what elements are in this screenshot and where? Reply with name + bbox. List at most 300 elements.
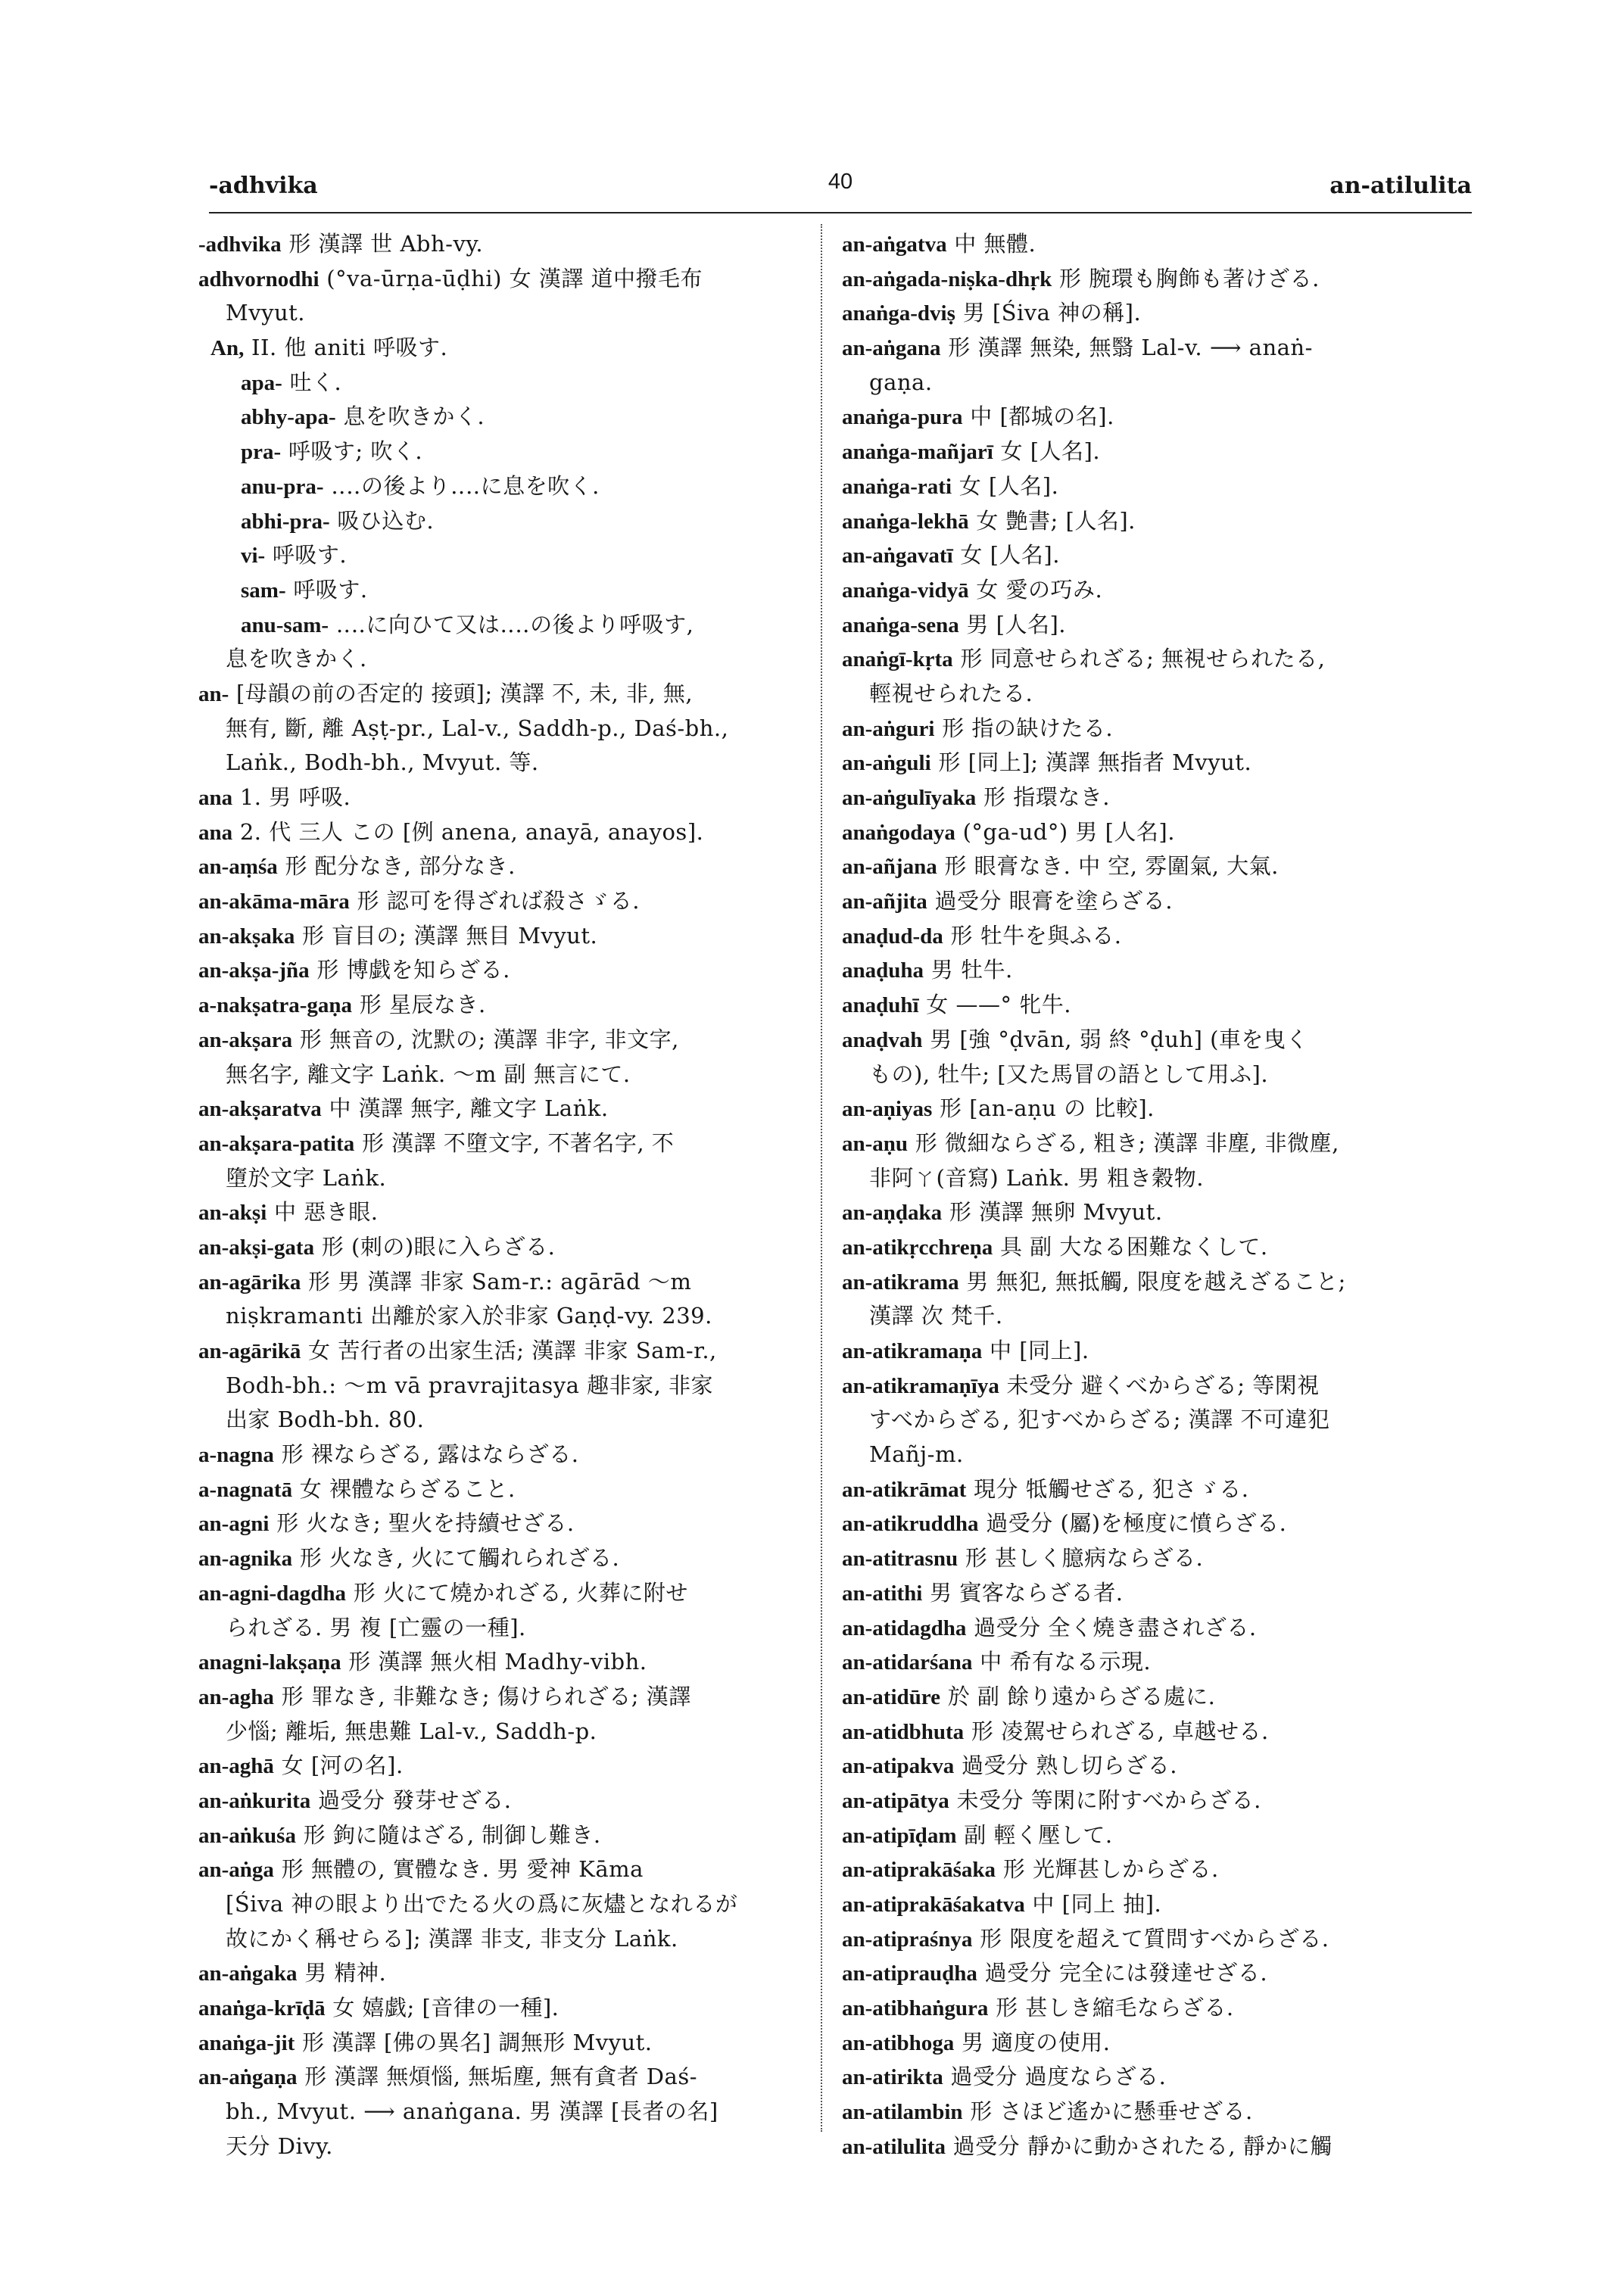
dictionary-entry xyxy=(198,884,796,919)
entry-continuation xyxy=(198,1403,796,1438)
entry-continuation xyxy=(198,2095,796,2129)
gloss: 形 火にて燒かれざる, 火葬に附せ xyxy=(346,1579,688,1606)
gloss: II. 他 aniti 呼吸す. xyxy=(244,335,448,361)
gloss: 形 男 漢譯 非家 Sam-r.: agārād 〜m xyxy=(301,1268,692,1294)
dictionary-entry xyxy=(842,296,1440,331)
gloss: ‥‥の後より‥‥に息を吹く. xyxy=(323,472,600,499)
dictionary-entry xyxy=(842,1680,1440,1715)
gloss: 非阿ㄚ(音寫) Laṅk. 男 粗き穀物. xyxy=(869,1164,1205,1191)
dictionary-entry xyxy=(842,1784,1440,1818)
entry-continuation xyxy=(198,1058,796,1092)
entry-continuation xyxy=(198,1611,796,1646)
gloss: 過受分 (屬)を極度に憤らざる. xyxy=(978,1510,1287,1537)
dictionary-entry xyxy=(842,1023,1440,1058)
dictionary-entry xyxy=(842,331,1440,366)
headword: anu-sam- xyxy=(241,612,329,637)
headword: an- xyxy=(198,681,229,706)
dictionary-entry xyxy=(842,2026,1440,2061)
headword: an-agha xyxy=(198,1684,274,1709)
headword: an-akṣa-jña xyxy=(198,958,310,983)
headword: an-atidūre xyxy=(842,1684,940,1709)
gloss: 女 ——° 牝牛. xyxy=(918,992,1071,1018)
gloss: 形 凌駕せられざる, 卓越せる. xyxy=(964,1718,1269,1744)
gloss: 形 火なき, 火にて觸れられざる. xyxy=(292,1545,620,1572)
headword: an-atidbhuta xyxy=(842,1719,965,1744)
dictionary-entry xyxy=(198,1265,796,1300)
headword: anaṅgodaya xyxy=(842,820,955,845)
gloss: 故にかく稱せらる]; 漢譯 非支, 非支分 Laṅk. xyxy=(226,1925,678,1952)
dictionary-entry xyxy=(842,919,1440,954)
dictionary-entry xyxy=(198,573,796,608)
headword: anaḍud-da xyxy=(842,924,943,949)
headword: a-nagna xyxy=(198,1443,274,1468)
gloss: 形 無音の, 沈默の; 漢譯 非字, 非文字, xyxy=(292,1026,679,1052)
headword: An, xyxy=(210,336,245,361)
header-first-entry: -adhvika xyxy=(209,173,318,199)
headword: an-aṅga xyxy=(198,1858,274,1883)
gloss: 無名字, 離文字 Laṅk. 〜m 副 無言にて. xyxy=(226,1061,631,1087)
gloss: 形 漢譯 無煩惱, 無垢塵, 無有貪者 Daś- xyxy=(297,2064,698,2090)
header-last-entry: an-atilulita xyxy=(1329,173,1472,199)
gloss: 形 甚しく臆病ならざる. xyxy=(958,1545,1204,1572)
dictionary-entry xyxy=(842,262,1440,297)
headword: an-akṣi xyxy=(198,1201,267,1226)
gloss: 形 罪なき, 非難なき; 傷けられざる; 漢譯 xyxy=(273,1683,691,1709)
gloss: 男 牡牛. xyxy=(924,957,1013,983)
dictionary-entry xyxy=(198,1472,796,1507)
dictionary-entry xyxy=(842,712,1440,746)
gloss: られざる. 男 複 [亡靈の一種]. xyxy=(226,1614,526,1640)
gloss: 副 輕く壓して. xyxy=(956,1821,1113,1848)
gloss: ‥‥に向ひて又は‥‥の後より呼吸す, xyxy=(329,611,694,637)
dictionary-entry xyxy=(842,953,1440,988)
headword: an-atikramaṇa xyxy=(842,1339,983,1363)
headword: an-aṅguri xyxy=(842,716,935,741)
headword: an-atipakva xyxy=(842,1754,955,1779)
dictionary-entry xyxy=(842,1922,1440,1957)
gloss: 未受分 避くべからざる; 等閑視 xyxy=(999,1372,1320,1398)
header-rule xyxy=(209,212,1472,213)
headword: an-agārikā xyxy=(198,1339,301,1363)
gloss: 形 甚しき縮毛ならざる. xyxy=(988,1995,1234,2021)
dictionary-entry xyxy=(198,1852,796,1887)
gloss: 吐く. xyxy=(282,369,342,395)
headword: an-aṅgana xyxy=(842,336,941,361)
dictionary-entry xyxy=(198,469,796,504)
headword: an-atikruddha xyxy=(842,1512,979,1537)
dictionary-entry xyxy=(842,573,1440,608)
headword: anaṅga-lekhā xyxy=(842,509,969,534)
dictionary-entry xyxy=(842,780,1440,815)
gloss: niṣkramanti 出離於家入於非家 Gaṇḍ-vy. 239. xyxy=(226,1303,712,1329)
gloss: 於 副 餘り遠からざる處に. xyxy=(940,1683,1216,1709)
headword: an-atithi xyxy=(842,1581,923,1606)
headword: anu-pra- xyxy=(241,474,324,499)
headword: an-atilulita xyxy=(842,2134,946,2159)
dictionary-entry xyxy=(842,435,1440,469)
headword: anagni-lakṣaṇa xyxy=(198,1650,341,1675)
entry-continuation xyxy=(198,1922,796,1957)
gloss: 墮於文字 Laṅk. xyxy=(226,1164,387,1191)
dictionary-entry xyxy=(198,227,796,262)
gloss: bh., Mvyut. ⟶ anaṅgana. 男 漢譯 [長者の名] xyxy=(226,2098,718,2125)
gloss: Mvyut. xyxy=(226,300,306,326)
gloss: 形 星辰なき. xyxy=(352,992,486,1018)
dictionary-entry xyxy=(842,1852,1440,1887)
gloss: 2. 代 三人 この [例 anena, anayā, anayos]. xyxy=(232,818,704,845)
gloss: 形 無體の, 實體なき. 男 愛神 Kāma xyxy=(273,1856,644,1883)
headword: an-akāma-māra xyxy=(198,889,350,914)
dictionary-entry xyxy=(842,1265,1440,1300)
gloss: 少惱; 離垢, 無患難 Lal-v., Saddh-p. xyxy=(226,1718,597,1744)
headword: anaṅga-vidyā xyxy=(842,578,969,603)
dictionary-entry xyxy=(842,2129,1440,2164)
headword: anaṅga-pura xyxy=(842,405,963,430)
dictionary-entry xyxy=(198,331,796,366)
headword: an-aṇiyas xyxy=(842,1097,933,1122)
gloss: 女 [人名]. xyxy=(993,438,1101,465)
headword: an-akṣi-gata xyxy=(198,1235,315,1260)
headword: sam- xyxy=(241,578,286,603)
gloss: 形 認可を得ざれば殺さゞる. xyxy=(349,888,640,914)
dictionary-entry xyxy=(198,988,796,1023)
headword: an-atidarśana xyxy=(842,1650,973,1675)
gloss: 吸ひ込む. xyxy=(329,507,435,534)
dictionary-entry xyxy=(842,1887,1440,1922)
gloss: 中 漢譯 無字, 離文字 Laṅk. xyxy=(321,1095,609,1122)
dictionary-entry xyxy=(198,1749,796,1784)
entry-continuation xyxy=(198,1715,796,1749)
dictionary-entry xyxy=(842,1092,1440,1126)
entry-continuation xyxy=(842,1161,1440,1196)
entry-continuation xyxy=(198,1161,796,1196)
headword: anaṅga-krīḍā xyxy=(198,1996,326,2021)
dictionary-entry xyxy=(842,1991,1440,2026)
gloss: 中 希有なる示現. xyxy=(972,1649,1152,1675)
dictionary-entry xyxy=(198,400,796,435)
gloss: 女 苦行者の出家生活; 漢譯 非家 Sam-r., xyxy=(301,1338,717,1363)
gloss: 形 [an-aṇu の 比較]. xyxy=(932,1095,1155,1122)
gloss: 男 賓客ならざる者. xyxy=(922,1579,1124,1606)
dictionary-entry xyxy=(198,849,796,884)
dictionary-entry xyxy=(842,608,1440,643)
dictionary-entry xyxy=(842,469,1440,504)
dictionary-entry xyxy=(842,1472,1440,1507)
gloss: 輕視せられたる. xyxy=(869,680,1033,706)
headword: an-aṅkuśa xyxy=(198,1823,296,1848)
gloss: 形 漢譯 [佛の異名] 調無形 Mvyut. xyxy=(295,2029,653,2055)
headword: an-aghā xyxy=(198,1754,274,1779)
dictionary-entry xyxy=(842,642,1440,677)
gloss: gaṇa. xyxy=(869,369,933,395)
left-column xyxy=(198,227,796,2164)
gloss: 女 愛の巧み. xyxy=(968,576,1103,603)
headword: an-agnika xyxy=(198,1547,293,1572)
dictionary-entry xyxy=(198,2026,796,2061)
headword: anaṅga-mañjarī xyxy=(842,440,993,465)
gloss: 男 [強 °ḍvān, 弱 終 °ḍuh] (車を曳く xyxy=(922,1026,1308,1052)
entry-continuation xyxy=(198,746,796,780)
dictionary-entry xyxy=(198,2060,796,2095)
running-header xyxy=(209,170,1472,210)
dictionary-entry xyxy=(842,2095,1440,2129)
headword: an-atitrasnu xyxy=(842,1547,959,1572)
gloss: 形 腕環も胸飾も著けざる. xyxy=(1052,265,1320,291)
gloss: 男 精神. xyxy=(297,1960,387,1986)
gloss: 女 裸體ならざること. xyxy=(292,1475,516,1502)
headword: a-nakṣatra-gaṇa xyxy=(198,993,353,1018)
dictionary-entry xyxy=(842,1126,1440,1161)
gloss: 漢譯 次 梵千. xyxy=(869,1303,1003,1329)
dictionary-entry xyxy=(842,1956,1440,1991)
headword: ana xyxy=(198,820,233,845)
headword: pra- xyxy=(241,440,282,465)
gloss: 形 眼膏なき. 中 空, 雰圍氣, 大氣. xyxy=(937,853,1279,880)
gloss: 過受分 發芽せざる. xyxy=(310,1787,512,1813)
dictionary-entry xyxy=(198,1506,796,1541)
headword: vi- xyxy=(241,544,266,569)
dictionary-entry xyxy=(198,919,796,954)
gloss: 1. 男 呼吸. xyxy=(232,784,351,810)
headword: anaḍvah xyxy=(842,1027,923,1052)
headword: an-atiprakāśakatva xyxy=(842,1893,1025,1917)
dictionary-entry xyxy=(842,1369,1440,1404)
dictionary-entry xyxy=(842,1541,1440,1576)
gloss: 過受分 靜かに動かされたる, 靜かに觸 xyxy=(945,2133,1333,2159)
column-divider xyxy=(821,224,822,2132)
headword: ana xyxy=(198,786,233,810)
gloss: 形 微細ならざる, 粗き; 漢譯 非塵, 非微塵, xyxy=(908,1129,1339,1156)
dictionary-entry xyxy=(842,884,1440,919)
gloss: 形 さほど遙かに懸垂せざる. xyxy=(962,2098,1253,2125)
dictionary-entry xyxy=(198,1956,796,1991)
gloss: 形 限度を超えて質問すべからざる. xyxy=(972,1925,1329,1952)
dictionary-entry xyxy=(842,815,1440,850)
headword: an-atirikta xyxy=(842,2065,943,2090)
dictionary-entry xyxy=(842,1230,1440,1265)
gloss: 男 適度の使用. xyxy=(954,2029,1111,2055)
gloss: 形 光輝甚しからざる. xyxy=(996,1856,1219,1883)
headword: an-aṅgada-niṣka-dhṛk xyxy=(842,266,1052,291)
dictionary-entry xyxy=(198,1991,796,2026)
gloss: 中 [同上 抽]. xyxy=(1024,1891,1162,1917)
gloss: 形 漢譯 無染, 無翳 Lal-v. ⟶ anaṅ- xyxy=(940,335,1313,361)
dictionary-entry xyxy=(842,1506,1440,1541)
dictionary-entry xyxy=(198,435,796,469)
entry-continuation xyxy=(842,1403,1440,1438)
right-column xyxy=(842,227,1440,2164)
dictionary-entry xyxy=(198,815,796,850)
gloss: 中 惡き眼. xyxy=(267,1199,379,1226)
dictionary-entry xyxy=(842,988,1440,1023)
headword: an-atikṛcchreṇa xyxy=(842,1235,993,1260)
headword: an-aṅgaṇa xyxy=(198,2065,298,2090)
entry-continuation xyxy=(198,642,796,677)
headword: anaṅga-sena xyxy=(842,612,959,637)
entry-continuation xyxy=(842,1438,1440,1472)
headword: an-atidagdha xyxy=(842,1615,967,1640)
headword: anaṅga-dviṣ xyxy=(842,301,955,326)
headword: anaḍuha xyxy=(842,958,924,983)
gloss: 形 漢譯 無火相 Madhy-vibh. xyxy=(341,1649,647,1675)
gloss: 呼吸す. xyxy=(285,576,368,603)
headword: an-aṅkurita xyxy=(198,1788,311,1813)
gloss: 呼吸す; 吹く. xyxy=(281,438,423,465)
dictionary-entry xyxy=(842,1645,1440,1680)
dictionary-entry xyxy=(842,1818,1440,1853)
dictionary-entry xyxy=(198,1645,796,1680)
gloss: すべからざる, 犯すべからざる; 漢譯 不可違犯 xyxy=(869,1407,1330,1433)
dictionary-entry xyxy=(198,1195,796,1230)
gloss: 女 [河の名]. xyxy=(273,1752,404,1779)
dictionary-entry xyxy=(842,400,1440,435)
headword: an-añjana xyxy=(842,855,937,880)
dictionary-entry xyxy=(198,608,796,643)
gloss: 形 漢譯 不墮文字, 不著名字, 不 xyxy=(354,1129,675,1156)
gloss: 形 配分なき, 部分なき. xyxy=(277,853,516,880)
entry-continuation xyxy=(198,1369,796,1404)
headword: an-atikramaṇīya xyxy=(842,1373,999,1398)
headword: abhy-apa- xyxy=(241,405,336,430)
dictionary-entry xyxy=(198,366,796,400)
headword: an-agārika xyxy=(198,1270,301,1294)
dictionary-entry xyxy=(842,1715,1440,1749)
dictionary-entry xyxy=(842,2060,1440,2095)
gloss: 形 鉤に隨はざる, 制御し難き. xyxy=(295,1821,601,1848)
headword: an-aṅgulīyaka xyxy=(842,786,977,810)
dictionary-entry xyxy=(198,1126,796,1161)
gloss: Laṅk., Bodh-bh., Mvyut. 等. xyxy=(226,749,539,776)
headword: an-atipīḍam xyxy=(842,1823,957,1848)
gloss: 中 [都城の名]. xyxy=(962,403,1114,430)
headword: an-aṇu xyxy=(842,1131,909,1156)
headword: an-atipātya xyxy=(842,1788,949,1813)
dictionary-entry xyxy=(198,1092,796,1126)
gloss: 女 [人名]. xyxy=(952,472,1059,499)
gloss: 過受分 完全には發達せざる. xyxy=(977,1960,1268,1986)
gloss: Mañj-m. xyxy=(869,1441,964,1468)
dictionary-entry xyxy=(198,1818,796,1853)
headword: an-atibhaṅgura xyxy=(842,1996,989,2021)
headword: an-atiprauḍha xyxy=(842,1961,977,1986)
gloss: もの), 牡牛; [又た馬冒の語として用ふ]. xyxy=(869,1061,1269,1087)
headword: an-añjita xyxy=(842,889,927,914)
gloss: [Śiva 神の眼より出でたる火の爲に灰燼となれるが xyxy=(226,1891,738,1917)
gloss: 形 火なき; 聖火を持續せざる. xyxy=(269,1510,575,1537)
gloss: 天分 Divy. xyxy=(226,2133,333,2159)
dictionary-entry xyxy=(842,1749,1440,1784)
gloss: 形 盲目の; 漢譯 無目 Mvyut. xyxy=(295,922,598,949)
headword: abhi-pra- xyxy=(241,509,330,534)
dictionary-entry xyxy=(198,1680,796,1715)
gloss: 形 [同上]; 漢譯 無指者 Mvyut. xyxy=(930,749,1252,776)
gloss: 過受分 全く燒き盡されざる. xyxy=(966,1614,1257,1640)
dictionary-entry xyxy=(842,1576,1440,1611)
gloss: 形 同意せられざる; 無視せられたる, xyxy=(952,646,1326,672)
headword: -adhvika xyxy=(198,232,282,257)
gloss: 中 [同上]. xyxy=(982,1338,1089,1363)
dictionary-entry xyxy=(198,953,796,988)
gloss: 男 [人名]. xyxy=(959,611,1066,637)
gloss: [母韻の前の否定的 接頭]; 漢譯 不, 未, 非, 無, xyxy=(229,680,694,706)
headword: an-aṅgaka xyxy=(198,1961,298,1986)
headword: an-akṣaka xyxy=(198,924,295,949)
headword: an-akṣara xyxy=(198,1027,293,1052)
dictionary-entry xyxy=(842,1611,1440,1646)
headword: an-akṣara-patita xyxy=(198,1131,355,1156)
headword: anaṅga-rati xyxy=(842,474,952,499)
gloss: 未受分 等閑に附すべからざる. xyxy=(949,1787,1261,1813)
entry-continuation xyxy=(198,296,796,331)
headword: an-aṇḍaka xyxy=(842,1201,943,1226)
gloss: 女 [人名]. xyxy=(952,542,1060,569)
page-number: 40 xyxy=(828,170,853,194)
gloss: 息を吹きかく. xyxy=(335,403,485,430)
gloss: 過受分 過度ならざる. xyxy=(943,2064,1167,2090)
gloss: 男 [Śiva 神の稱]. xyxy=(955,300,1142,326)
headword: an-atikrama xyxy=(842,1270,959,1294)
dictionary-entry xyxy=(842,746,1440,780)
headword: a-nagnatā xyxy=(198,1477,293,1502)
dictionary-entry xyxy=(198,538,796,573)
gloss: 現分 牴觸せざる, 犯さゞる. xyxy=(966,1475,1249,1502)
headword: an-atilambin xyxy=(842,2100,963,2125)
entry-continuation xyxy=(198,1299,796,1334)
headword: an-atiprakāśaka xyxy=(842,1858,996,1883)
headword: anaṅgī-kṛta xyxy=(842,647,953,672)
headword: an-aṅgatva xyxy=(842,232,947,257)
headword: an-akṣaratva xyxy=(198,1097,322,1122)
dictionary-entry xyxy=(198,504,796,539)
gloss: 無有, 斷, 離 Aṣṭ-pr., Lal-v., Saddh-p., Daś-bh., xyxy=(226,715,729,741)
dictionary-entry xyxy=(842,227,1440,262)
dictionary-entry xyxy=(198,1334,796,1369)
dictionary-entry xyxy=(198,1230,796,1265)
gloss: Bodh-bh.: 〜m vā pravrajitasya 趣非家, 非家 xyxy=(226,1372,714,1398)
headword: an-agni xyxy=(198,1512,270,1537)
entry-continuation xyxy=(842,366,1440,400)
dictionary-entry xyxy=(198,1023,796,1058)
headword: an-agni-dagdha xyxy=(198,1581,347,1606)
gloss: 女 嬉戯; [音律の一種]. xyxy=(325,1995,560,2021)
dictionary-entry xyxy=(198,780,796,815)
gloss: 女 艶書; [人名]. xyxy=(968,507,1136,534)
dictionary-entry xyxy=(198,1438,796,1472)
gloss: 形 指環なき. xyxy=(976,784,1110,810)
dictionary-entry xyxy=(198,262,796,297)
headword: an-atibhoga xyxy=(842,2030,955,2055)
gloss: (°va-ūrṇa-ūḍhi) 女 漢譯 道中撥毛布 xyxy=(319,265,703,291)
headword: an-aṅguli xyxy=(842,751,931,776)
dictionary-entry xyxy=(198,677,796,712)
dictionary-entry xyxy=(842,1334,1440,1369)
gloss: 中 無體. xyxy=(946,231,1036,257)
headword: an-aṃśa xyxy=(198,855,278,880)
dictionary-entry xyxy=(842,538,1440,573)
gloss: 形 漢譯 世 Abh-vy. xyxy=(281,231,484,257)
gloss: 形 博戯を知らざる. xyxy=(309,957,510,983)
gloss: 過受分 熟し切らざる. xyxy=(954,1752,1177,1779)
gloss: 形 漢譯 無卵 Mvyut. xyxy=(942,1199,1163,1226)
entry-continuation xyxy=(198,1887,796,1922)
gloss: 男 無犯, 無抵觸, 限度を越えざること; xyxy=(959,1268,1346,1294)
headword: anaḍuhī xyxy=(842,993,919,1018)
gloss: 形 (刺の)眼に入らざる. xyxy=(314,1233,556,1260)
gloss: 出家 Bodh-bh. 80. xyxy=(226,1407,425,1433)
gloss: 形 裸ならざる, 露はならざる. xyxy=(273,1441,579,1468)
gloss: 形 牡牛を與ふる. xyxy=(943,922,1122,949)
entry-continuation xyxy=(198,712,796,746)
